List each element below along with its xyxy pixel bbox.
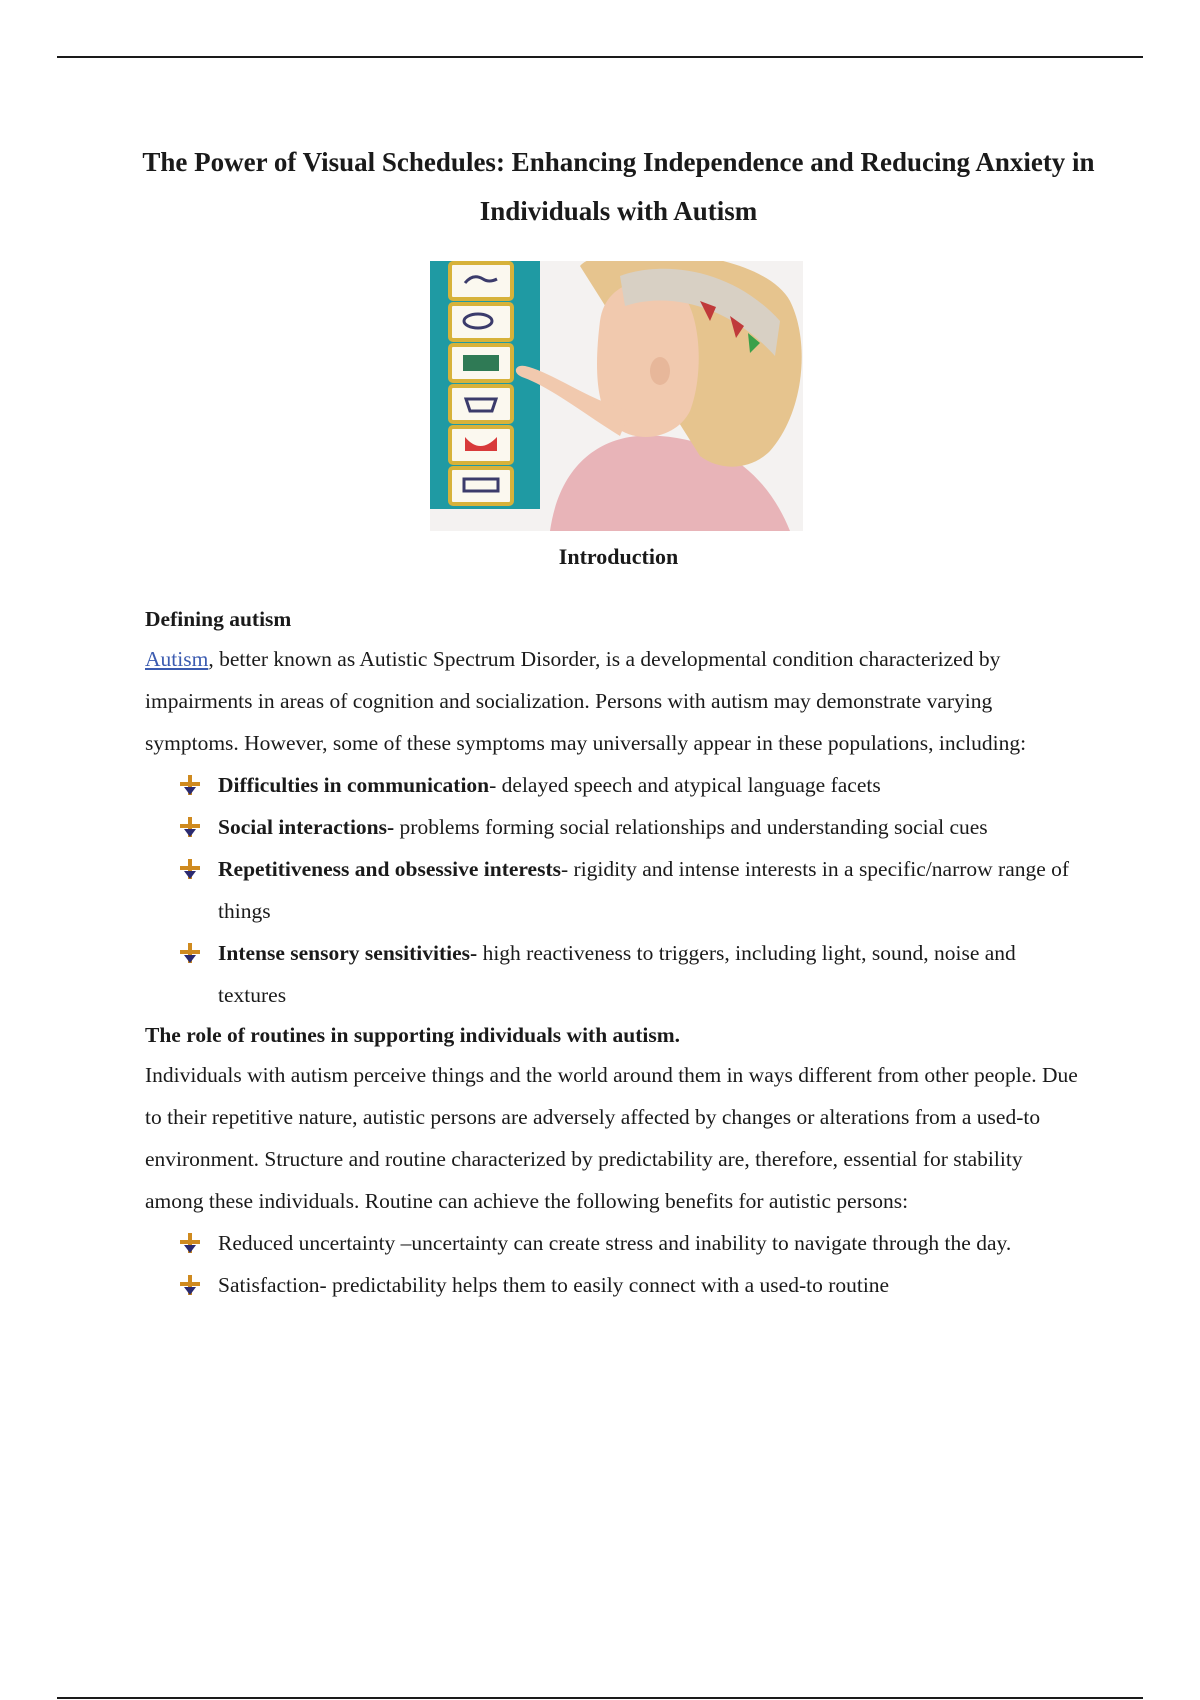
top-rule	[57, 56, 1143, 58]
symptom-text: - rigidity and intense interests in a specific/narrow range of things	[218, 857, 1070, 923]
document-title: The Power of Visual Schedules: Enhancing Independence and Reducing Anxiety in Individuals with Autism	[142, 147, 1095, 226]
paragraph-text: , better known as Autistic Spectrum Disorder, is a developmental condition characterized by impairments in areas of cognition and socialization. Persons with autism may demonstrate varying symptoms. However, some of these symptoms may universally appear in these populations, including:	[145, 647, 1027, 755]
list-item	[218, 1264, 1085, 1306]
list-item	[218, 806, 1085, 848]
benefit-text: Satisfaction- predictability helps them to easily connect with a used-to routine	[218, 1273, 890, 1297]
list-item	[218, 848, 1085, 932]
symptom-text: high reactiveness to triggers, including light, sound, noise and textures	[218, 941, 1016, 1007]
symptom-list	[145, 764, 1085, 1016]
visual-schedule-photo	[430, 261, 803, 531]
section-paragraph-defining-autism	[145, 638, 1085, 764]
symptom-term: Social interactions-	[218, 815, 395, 839]
arrow-bullet-icon	[180, 1275, 200, 1295]
section-heading-defining-autism: Defining autism	[145, 607, 292, 631]
bottom-rule	[57, 1697, 1143, 1699]
symptom-text: problems forming social relationships and understanding social cues	[394, 815, 988, 839]
child-visual-schedule-illustration	[430, 261, 803, 531]
symptom-term: Repetitiveness and obsessive interests	[218, 857, 561, 881]
arrow-bullet-icon	[180, 943, 200, 963]
introduction-heading: Introduction	[558, 544, 679, 569]
list-item	[218, 764, 1085, 806]
arrow-bullet-icon	[180, 817, 200, 837]
symptom-term: Intense sensory sensitivities-	[218, 941, 478, 965]
list-item	[218, 1222, 1085, 1264]
symptom-term: Difficulties in communication	[218, 773, 490, 797]
document-body	[145, 600, 1085, 1306]
section-paragraph-role-of-routines: Individuals with autism perceive things and the world around them in ways different from other people. Due to their repetitive nature, autistic persons are adversely affected by changes or alterations from a used-to environment. Structure and routine characterized by predictability are, therefore, essential for stability among these individuals. Routine can achieve the following benefits for autistic persons:	[145, 1063, 1078, 1213]
symptom-text: - delayed speech and atypical language facets	[489, 773, 881, 797]
arrow-bullet-icon	[180, 859, 200, 879]
benefit-text: Reduced uncertainty –uncertainty can create stress and inability to navigate through the day.	[218, 1231, 1012, 1255]
benefit-list	[145, 1222, 1085, 1306]
list-item	[218, 932, 1085, 1016]
arrow-bullet-icon	[180, 775, 200, 795]
autism-link[interactable]: Autism	[145, 647, 209, 671]
arrow-bullet-icon	[180, 1233, 200, 1253]
section-heading-role-of-routines: The role of routines in supporting individuals with autism.	[145, 1023, 681, 1047]
